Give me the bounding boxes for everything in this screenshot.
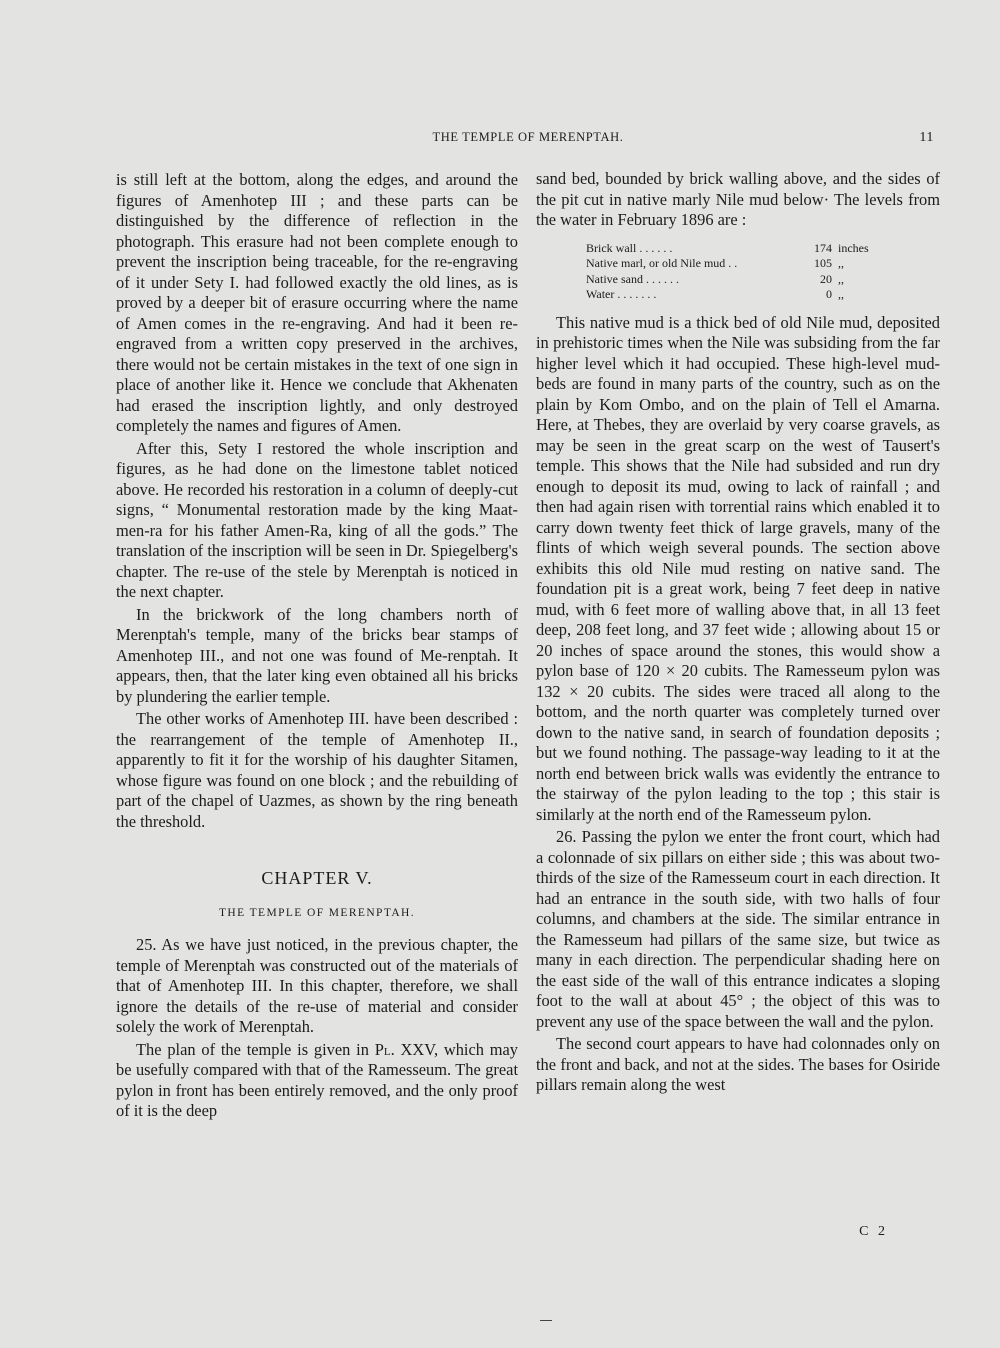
level-value: 105	[814, 256, 832, 270]
level-unit: ,,	[838, 271, 844, 286]
left-column	[116, 170, 518, 1122]
paragraph-section-25: 25. As we have just noticed, in the previous chapter, the temple of Merenptah was constructed out of the materials of that of Amenhotep III. In this chapter, therefore, we shall ignore the details of the re-use of material and consider solely the work of Merenptah.	[116, 935, 518, 1036]
paragraph: The second court appears to have had colonnades only on the front and back, and not at the sides. The bases for Osiride pillars remain along the west	[536, 1034, 940, 1094]
text-run: The plan of the temple is given in	[136, 1039, 375, 1059]
plate-abbrev: Pl.	[374, 1039, 395, 1059]
level-value: 174	[814, 240, 832, 255]
right-column	[536, 169, 940, 1096]
level-label: Brick wall . . . . . .	[586, 240, 673, 255]
table-row	[586, 241, 869, 257]
level-unit: ,,	[838, 287, 844, 301]
paragraph: In the brickwork of the long chambers north of Merenptah's temple, many of the bricks bear stamps of Amenhotep III., and not one was found of Me-renptah. It appears, then, that the later king even obtained all his bricks by plundering the earlier temple.	[116, 604, 518, 706]
table-row	[586, 272, 869, 288]
page-number: 11	[919, 130, 934, 145]
level-label: Native marl, or old Nile mud . .	[586, 256, 738, 270]
paragraph: sand bed, bounded by brick walling above, and the sides of the pit cut in native marly Nile mud below· The levels from the water in February 1896 are :	[536, 169, 940, 229]
level-value: 0	[826, 287, 832, 301]
table-row	[586, 287, 869, 303]
signature-mark: C 2	[859, 1224, 888, 1239]
level-value: 20	[820, 271, 832, 286]
table-row	[586, 256, 869, 272]
running-title: THE TEMPLE OF MERENPTAH.	[432, 130, 624, 144]
chapter-subtitle: THE TEMPLE OF MERENPTAH.	[218, 906, 416, 919]
levels-table	[586, 241, 869, 303]
paragraph: This native mud is a thick bed of old Nile mud, deposited in prehistoric times when the Nile was subsiding from the far higher level which it had occupied. These high-level mud-beds are found in many parts of the country, such as on the plain by Kom Ombo, and on the plain of Tell el Amarna. Here, at Thebes, they are overlaid by very coarse gravels, as may be seen in the great scarp on the west of Tausert's temple. This shows that the Nile had subsided and run dry enough to deposit its mud, owing to lack of rainfall ; and then had again risen with torrential rains which enabled it to carry down twenty feet thick of large gravels, many of the flints of which weigh several pounds. The section above exhibits this old Nile mud resting on native sand. The foundation pit is a great work, being 7 feet deep in native mud, with 6 feet more of walling above that, in all 13 feet deep, 208 feet long, and 37 feet wide ; allowing about 15 or 20 inches of space around the stones, this would show a pylon base of 120 × 20 cubits. The Ramesseum pylon was 132 × 20 cubits. The sides were traced all along to the bottom, and the north quarter was completely turned over down to the native sand, in search of foundation deposits ; but we found nothing. The passage-way leading to it at the north end between brick walls was evidently the entrance to the stairway of the pylon leading to the top ; this stair is similarly at the north end of the Ramesseum pylon.	[536, 312, 940, 824]
chapter-title: CHAPTER V.	[261, 868, 373, 888]
running-header	[116, 130, 940, 150]
text-run: XXV, which may be usefully compared with that of the Ramesseum. The great pylon in front has been entirely removed, and the only proof of it is the deep	[116, 1039, 518, 1120]
paragraph: After this, Sety I restored the whole inscription and figures, as he had done on the limestone tablet noticed above. He recorded his restoration in a column of deeply-cut signs, “ Monumental restoration made by the king Maat-men-ra for his father Amen-Ra, king of all the gods.” The translation of the inscription will be seen in Dr. Spiegelberg's chapter. The re-use of the stele by Merenptah is noticed in the next chapter.	[116, 438, 518, 601]
level-unit: ,,	[838, 256, 844, 270]
paragraph: is still left at the bottom, along the edges, and around the figures of Amenhotep III ; and these parts can be distinguished by the difference of reflection in the photograph. This erasure had not been complete enough to prevent the inscription being traceable, for the re-engraving of it under Sety I. had followed exactly the old lines, as is proved by a deeper bit of erasure occurring where the name of Amen comes in the re-engraving. And had it been re-engraved from a written copy preserved in the archives, there would not be certain mistakes in the text of one sign in place of another like it. Hence we conclude that Akhenaten had erased the inscription lightly, and only destroyed completely the names and figures of Amen.	[116, 170, 518, 435]
level-label: Water . . . . . . .	[586, 287, 657, 301]
level-label: Native sand . . . . . .	[586, 271, 679, 286]
paragraph	[116, 1040, 518, 1122]
paragraph: The other works of Amenhotep III. have been described : the rearrangement of the temple of Amenhotep II., apparently to fit it for the worship of his daughter Sitamen, whose figure was found on one block ; and the rebuilding of part of the chapel of Uazmes, as shown by the ring beneath the threshold.	[116, 709, 518, 831]
print-mark	[540, 1320, 552, 1321]
paragraph-section-26: 26. Passing the pylon we enter the front court, which had a colonnade of six pillars on either side ; this was about two-thirds of the size of the Ramesseum court in each direction. It had an entrance in the south side, with two halls of four columns, and chambers at the side. The similar entrance in the Ramesseum had pillars of the same size, but twice as many in each direction. The perpendicular shading here on the east side of the wall of this entrance indicates a sloping foot to the wall at about 45° ; the object of this was to prevent any use of the space between the wall and the pylon.	[536, 827, 940, 1031]
level-unit: inches	[838, 240, 869, 255]
